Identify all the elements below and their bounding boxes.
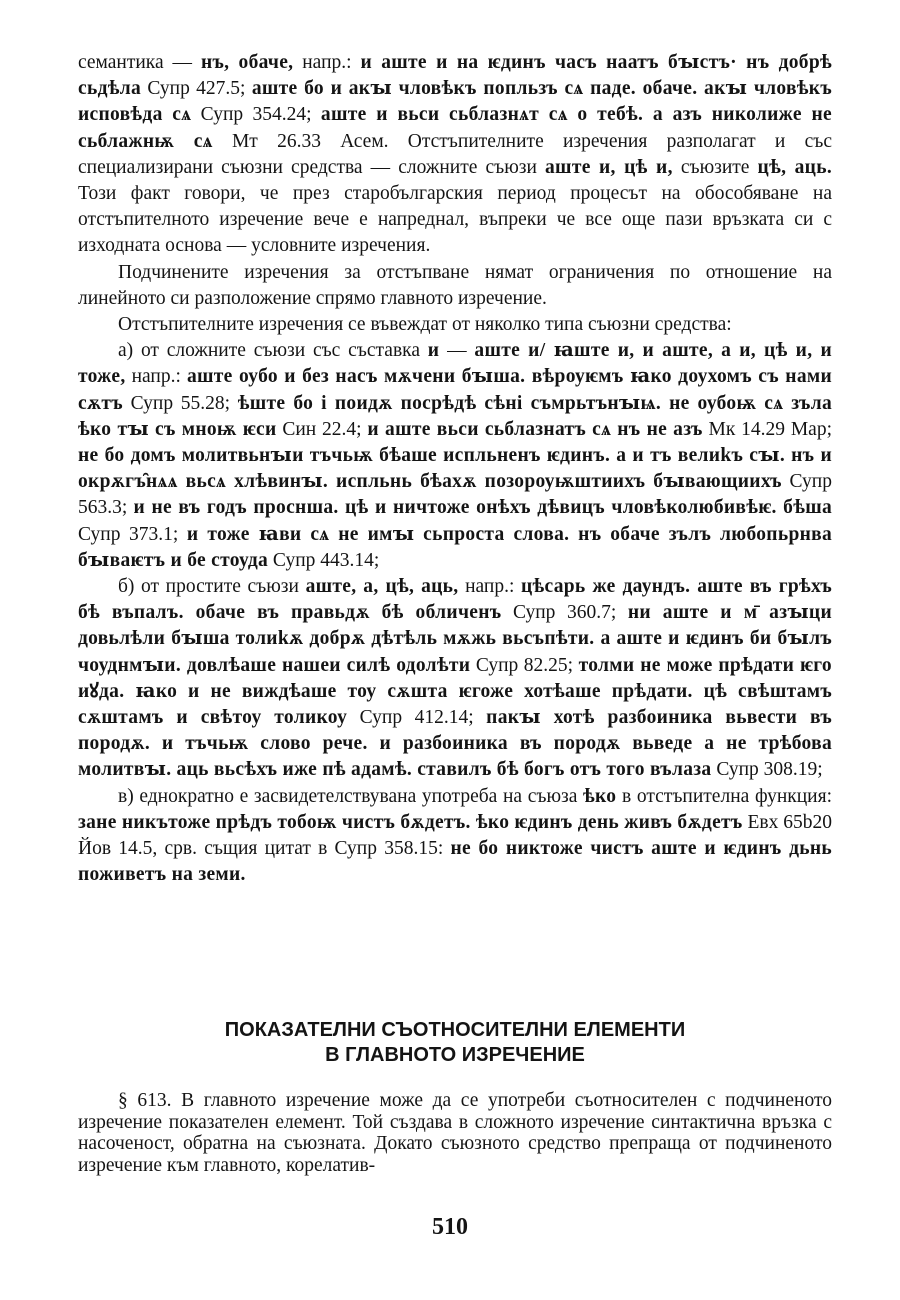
text-run: Този факт говори, че през старобългарския период процесът на обособяване на отстъпителното изречение вече е напреднал, въпреки че все още пази връзката си с изходната основа — условните изречения. [78, 183, 832, 257]
old-bulgarian-quote: аште и вьси сьблазнѧт сѧ о тебѣ. а азъ николиже не сьблажнѭ сѧ [78, 104, 832, 152]
text-run: Мт 26.33 Асем. Отстъпителните изречения разполагат и със специализирани съюзни средства — сложните съюзи [78, 130, 832, 178]
text-run: Супр 354.24; [191, 104, 321, 126]
old-bulgarian-quote: ни аште и м̄ азꙑци довьлѣли бꙑша толиkѫ добрѫ дѣтѣль мѫжь вьсъпѣти. а аште и ѥдинъ би бꙑлъ чоуднмꙑи. довлѣаше нашеи силѣ одолѣти [78, 602, 832, 676]
text-run: Супр 308.19; [711, 759, 823, 781]
text-run: б) от простите съюзи [118, 576, 306, 598]
text-run: а) от сложните съюзи със съставка [118, 340, 428, 362]
text-run: Подчинените изречения за отстъпване нямат ограничения по отношение на линейното си разположение спрямо главното изречение. [78, 261, 832, 309]
old-bulgarian-quote: ѣште бо і поидѫ посрѣдѣ сѣні съмрьтънꙑѩ. не оубоѭ сѧ зъла ѣко тꙑ съ мноѭ ѥси [78, 392, 832, 440]
old-bulgarian-quote: пакꙑ хотѣ разбоиника вьвести въ породѫ. и тъчьѭ слово рече. и разбоиника въ породѫ вьведе а не трѣбова молитвꙑ. аць вьсѣхъ иже пѣ адамѣ. ставилъ бѣ богъ отъ того вълаза [78, 707, 833, 781]
text-run: напр.: [293, 52, 361, 73]
old-bulgarian-quote: зане никътоже прѣдъ тобоѭ чистъ бѫдетъ. ѣко ѥдинъ день живъ бѫдетъ [78, 811, 743, 833]
text-run: напр.: [458, 576, 521, 598]
text-run: в) еднократно е засвидетелствувана употреба на съюза [118, 785, 584, 807]
body-text [78, 50, 832, 889]
body-paragraph [78, 260, 832, 312]
old-bulgarian-quote: аште и/ ꙗште и, и аште, а и, цѣ и, и тоже, [78, 340, 832, 388]
old-bulgarian-quote: не бо никтоже чистъ аште и ѥдинъ дьнь поживетъ на земи. [78, 838, 832, 886]
text-run: Мк 14.29 Мар; [702, 418, 833, 440]
body-paragraph [78, 312, 832, 338]
old-bulgarian-quote: нъ, обаче, [200, 52, 294, 73]
old-bulgarian-quote: цѣ, аць. [757, 156, 832, 178]
body-paragraph [78, 50, 832, 260]
section-613-text [78, 1090, 832, 1176]
section-613-paragraph: § 613. В главното изречение може да се употреби съотносителен с подчиненото изречение показателен елемент. Той създава в сложното изречение синтактична връзка с насоченост, обратна на съюзната. Докато съюзното средство препраща от подчиненото изречение към главното, корелатив- [78, 1090, 832, 1176]
old-bulgarian-quote: аште бо и акꙑ чловѣкъ попльзъ сѧ паде. обаче. акꙑ чловѣкъ исповѣда сѧ [78, 78, 833, 126]
text-run: напр.: [125, 366, 187, 388]
text-run: Отстъпителните изречения се въвеждат от няколко типа съюзни средства: [118, 314, 732, 336]
text-run: Евх 65b20 Йов 14.5, срв. същия цитат в Супр 358.15: [78, 811, 832, 860]
old-bulgarian-quote: аште и, цѣ и, [545, 156, 673, 178]
text-run: Супр 443.14; [268, 549, 380, 571]
old-bulgarian-quote: и [427, 340, 440, 362]
body-paragraph [78, 784, 832, 889]
heading-line-1: ПОКАЗАТЕЛНИ СЪОТНОСИТЕЛНИ ЕЛЕМЕНТИ [224, 1019, 686, 1041]
text-run: Супр 373.1; [78, 523, 187, 545]
text-run: Син 22.4; [276, 418, 368, 440]
body-paragraph [78, 338, 832, 574]
body-paragraph [78, 574, 832, 784]
old-bulgarian-quote: аште оубо и без насъ мѫчени бꙑша. вѣроуѥмъ ꙗко доухомъ съ нами сѫтъ [78, 366, 832, 414]
section-heading [78, 1018, 832, 1068]
text-run: семантика — [78, 52, 201, 73]
heading-line-2: В ГЛАВНОТО ИЗРЕЧЕНИЕ [325, 1044, 585, 1066]
old-bulgarian-quote: и аште и на ѥдинъ часъ наатъ бꙑстъ· нъ добрѣ сьдѣла [78, 52, 833, 100]
old-bulgarian-quote: не бо домъ молитвьнꙑи тъчьѭ бѣаше испльненъ ѥдинъ. а и тъ велиkъ сꙑ. нъ и окрѫгъ̑нѧѧ вьсѧ хлѣвинꙑ. испльнь бѣахѫ позороуѭштиихъ бꙑвающиихъ [78, 445, 832, 493]
old-bulgarian-quote: ѣко [583, 785, 617, 807]
text-run: Супр 55.28; [122, 392, 238, 414]
old-bulgarian-quote: и аште вьси сьблазнатъ сѧ нъ не азъ [367, 418, 703, 440]
text-run: — [439, 340, 475, 362]
text-run: Супр 412.14; [347, 707, 487, 729]
old-bulgarian-quote: толми не може прѣдати ѥго иꙋда. ꙗко и не виждѣаше тоу сѫшта ѥгоже хотѣаше прѣдати. цѣ свѣштамъ сѫштамъ и свѣтоу толикоу [78, 654, 832, 729]
text-run: в отстъпителна функция: [616, 785, 833, 807]
old-bulgarian-quote: цѣсарь же даундъ. аште въ грѣхъ бѣ въпалъ. обаче въ правьдѫ бѣ обличенъ [78, 576, 833, 624]
page-number: 510 [432, 1214, 468, 1240]
text-run: Супр 563.3; [78, 471, 832, 519]
old-bulgarian-quote: аште, а, цѣ, аць, [305, 576, 459, 598]
old-bulgarian-quote: и не въ годъ проснша. цѣ и ничтоже онѣхъ дѣвицъ чловѣколюбивѣѥ. бѣша [133, 497, 833, 519]
text-run: Супр 427.5; [141, 78, 252, 100]
old-bulgarian-quote: и тоже ꙗви сѧ не имꙑ сьпроста слова. нъ обаче зълъ любопьрнва бꙑваѥтъ и бе стоуда [78, 523, 833, 571]
text-run: съюзите [672, 156, 758, 178]
text-run: Супр 360.7; [501, 602, 628, 624]
text-run: Супр 82.25; [470, 654, 579, 676]
